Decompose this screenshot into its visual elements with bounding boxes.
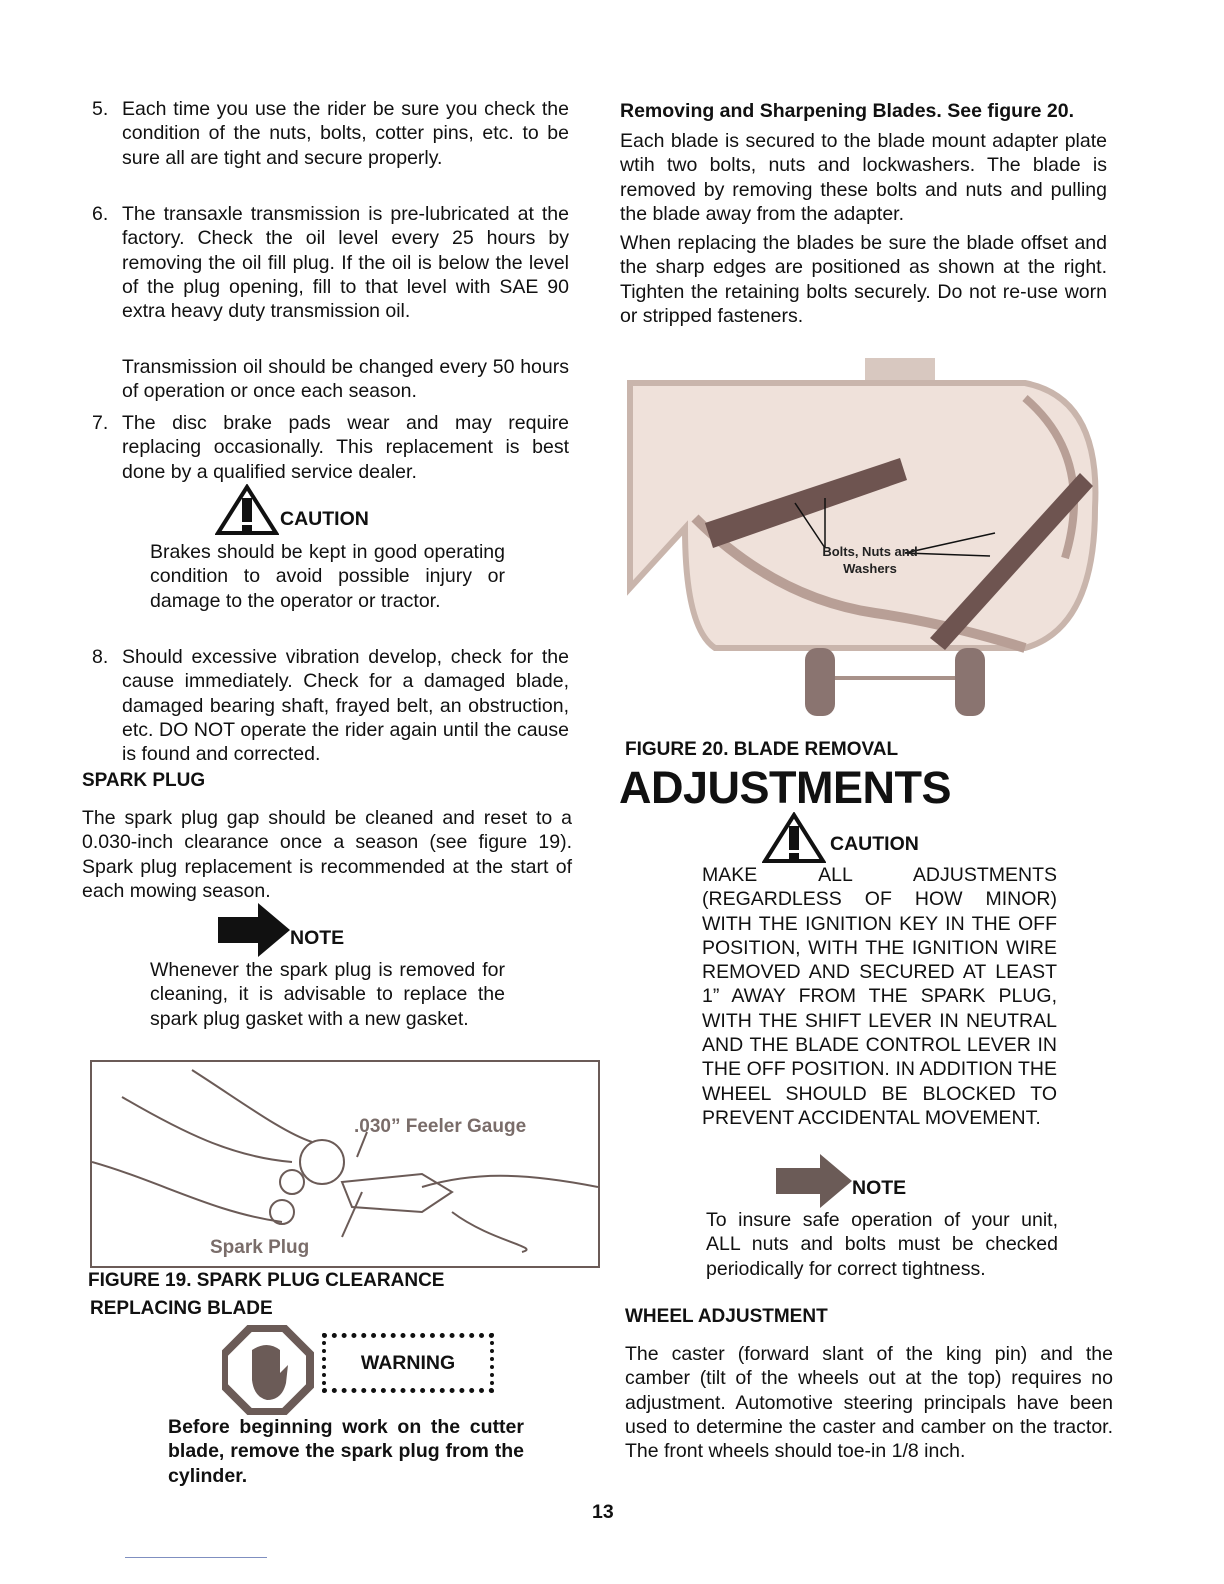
- caution-label: CAUTION: [280, 508, 369, 530]
- page-number: 13: [592, 1501, 614, 1523]
- section-heading: WHEEL ADJUSTMENT: [625, 1306, 828, 1327]
- spark-plug-label: Spark Plug: [210, 1237, 310, 1258]
- note-text: Whenever the spark plug is removed for cleaning, it is advisable to replace the spark plug gasket with a new gasket.: [150, 959, 505, 1030]
- list-item: Should excessive vibration develop, check for the cause immediately. Check for a damaged blade, damaged bearing shaft, frayed belt, an obstruction, etc. DO NOT operate the rider again until the cause is found and corrected.: [122, 646, 569, 766]
- replacing-text: When replacing the blades be sure the blade offset and the sharp edges are positioned as shown at the right. Tighten the retaining bolts securely. Do not re-use worn or stripped fasteners.: [620, 232, 1107, 327]
- transmission-note: Transmission oil should be changed every 50 hours of operation or once each season.: [122, 356, 569, 403]
- figure-20-caption: FIGURE 20. BLADE REMOVAL: [625, 739, 899, 760]
- removing-heading: Removing and Sharpening Blades. See figure 20.: [620, 100, 1075, 122]
- mower-deck-photo: [625, 358, 1101, 718]
- figure-20-blade-photo: [625, 358, 1101, 718]
- caution-triangle-icon: [762, 812, 826, 864]
- item-number: 8.: [92, 646, 109, 668]
- warning-banner: [322, 1333, 494, 1393]
- wheel-adjustment-text: The caster (forward slant of the king pin) and the camber (tilt of the wheels out at the top) requires no adjustment. Automotive steering principals have been used to determine the caster and camber on the tractor. The front wheels should toe-in 1/8 inch.: [625, 1343, 1113, 1463]
- warning-text: Before beginning work on the cutter blade, remove the spark plug from the cylinder.: [168, 1416, 524, 1487]
- item-number: 5.: [92, 98, 109, 120]
- list-item: Each time you use the rider be sure you check the condition of the nuts, bolts, cotter pins, etc. to be sure all are tight and secure properly.: [122, 98, 569, 169]
- bolts-nuts-label: Bolts, Nuts and Washers: [822, 544, 918, 576]
- caution-triangle-icon: [215, 484, 279, 536]
- caution-text: Brakes should be kept in good operating condition to avoid possible injury or damage to the operator or tractor.: [150, 541, 505, 612]
- caution-label: CAUTION: [830, 833, 919, 855]
- list-item: The disc brake pads wear and may require replacing occasionally. This replacement is best done by a qualified service dealer.: [122, 412, 569, 483]
- note-arrow-icon: [776, 1154, 852, 1208]
- section-heading: REPLACING BLADE: [90, 1298, 273, 1319]
- figure-19-spark-plug: [90, 1060, 600, 1268]
- item-number: 7.: [92, 412, 109, 434]
- note-text: To insure safe operation of your unit, ALL nuts and bolts must be checked periodically for correct tightness.: [706, 1209, 1058, 1280]
- adjustments-heading: ADJUSTMENTS: [619, 762, 952, 813]
- item-number: 6.: [92, 203, 109, 225]
- list-item: The transaxle transmission is pre-lubricated at the factory. Check the oil level every 25 hours by removing the oil fill plug. If the oil is below the level of the plug opening, fill to that level with SAE 90 extra heavy duty transmission oil.: [122, 203, 569, 323]
- note-arrow-icon: [218, 903, 290, 957]
- removing-text: Each blade is secured to the blade mount adapter plate wtih two bolts, nuts and lockwashers. The blade is removed by removing these bolts and nuts and pulling the blade away from the adapter.: [620, 130, 1107, 225]
- feeler-gauge-label: .030” Feeler Gauge: [354, 1116, 527, 1137]
- adjustments-caution-text: MAKE ALL ADJUSTMENTS (REGARDLESS OF HOW MINOR) WITH THE IGNITION KEY IN THE OFF POSITION, WITH THE IGNITION WIRE REMOVED AND SECURED AT LEAST 1” AWAY FROM THE SPARK PLUG, WITH THE SHIFT LEVER IN NEUTRAL AND THE BLADE CONTROL LEVER IN THE OFF POSITION. IN ADDITION THE WHEEL SHOULD BE BLOCKED TO PREVENT ACCIDENTAL MOVEMENT.: [702, 864, 1057, 1129]
- warning-label: WARNING: [360, 1352, 456, 1374]
- figure-19-caption: FIGURE 19. SPARK PLUG CLEARANCE: [88, 1270, 445, 1291]
- footer-rule: [125, 1557, 267, 1558]
- note-label: NOTE: [852, 1177, 907, 1199]
- section-heading: SPARK PLUG: [82, 770, 206, 791]
- spark-plug-text: The spark plug gap should be cleaned and reset to a 0.030-inch clearance once a season (see figure 19). Spark plug replacement is recommended at the start of each mowing season.: [82, 807, 572, 902]
- hands-illustration: [92, 1062, 598, 1266]
- note-label: NOTE: [290, 927, 345, 949]
- stop-hand-icon: [222, 1325, 314, 1415]
